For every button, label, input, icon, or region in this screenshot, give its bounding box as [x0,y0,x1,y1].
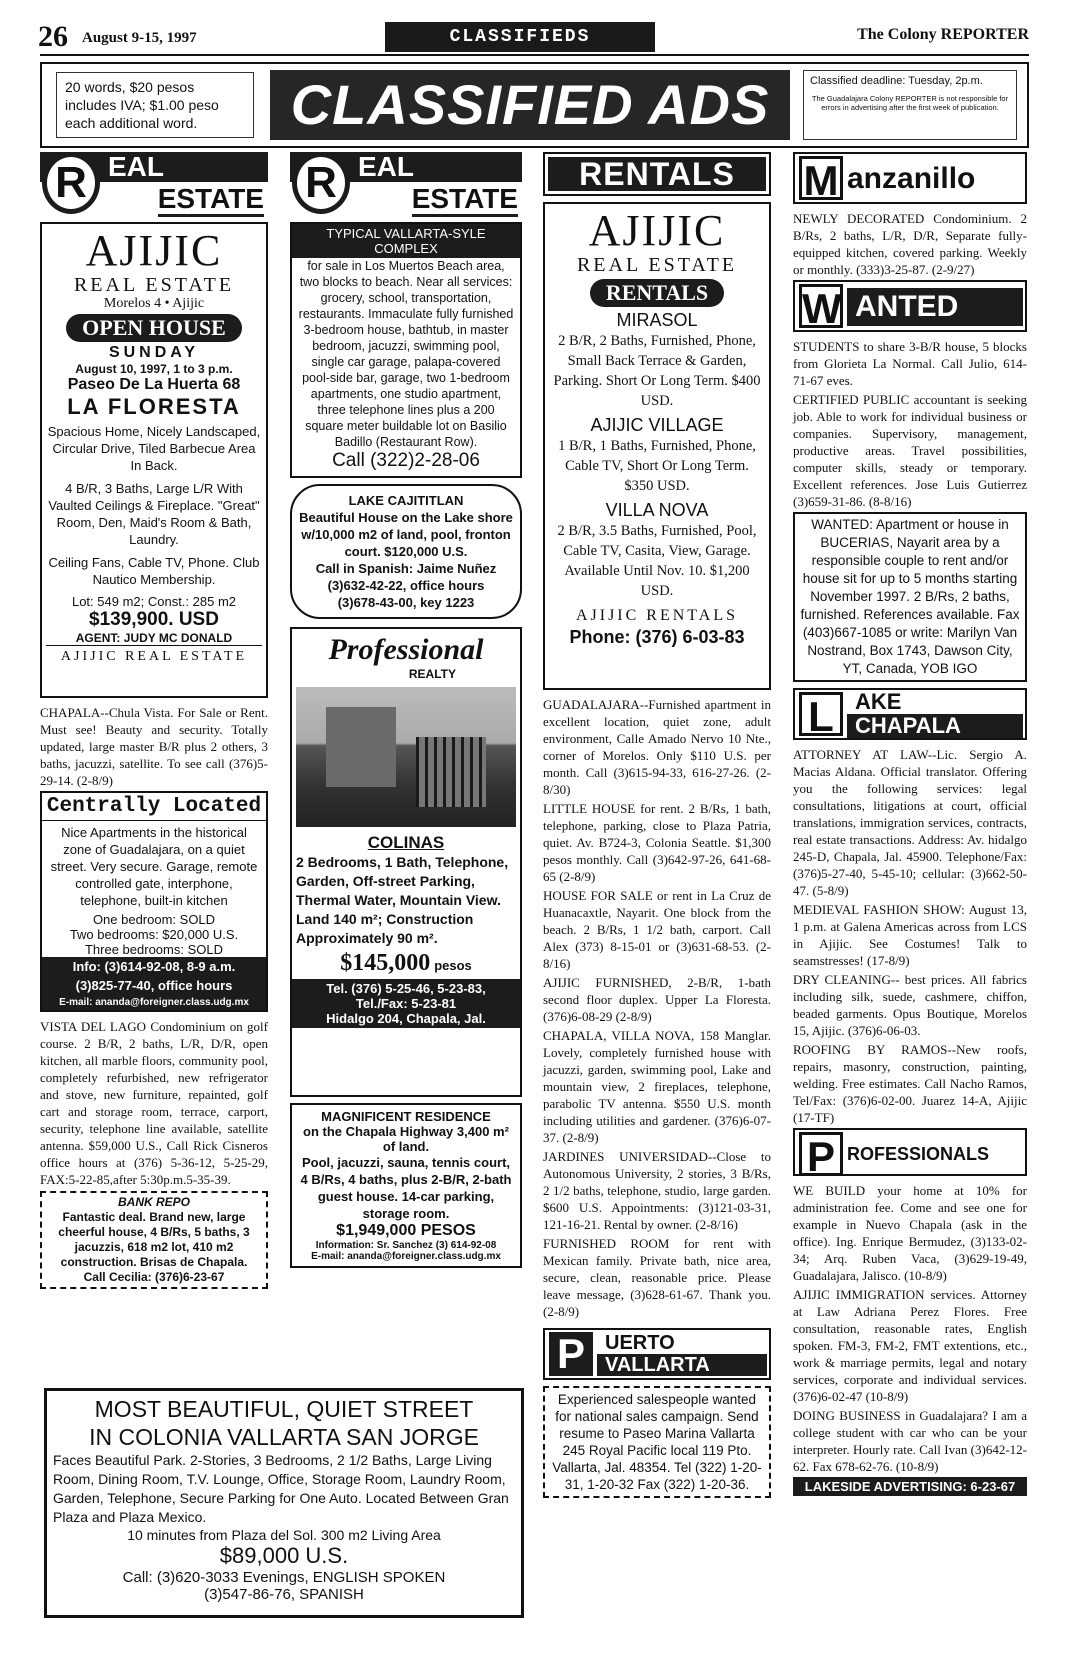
rentals-header [543,152,771,196]
central-body: Nice Apartments in the historical zone of Guadalajara, on a quiet street. Very secure. Garage, remote controlled gate, interphone, telephone, built-in kitchen [50,825,258,908]
ajijic-agent: AGENT: JUDY MC DONALD [75,631,233,645]
manzanillo-ad: NEWLY DECORATED Condominium. 2 B/Rs, 2 baths, L/R, D/R, Separate fully-equipped kitchen, covered parking. Weekly or monthly. (333)3-25-87. (2-9/27) [793,211,1027,277]
chapala-ad: CHAPALA--Chula Vista. For Sale or Rent. Must see! Beauty and security. Totally updated, large master B/R plus 2 others, 3 baths, jacuzzi, satellite. To see call (376)5-29-14. (2-8/9) [40,705,268,788]
rentals-loc2: AJIJIC VILLAGE [590,415,724,435]
rentals-desc1: 2 B/R, 2 Baths, Furnished, Phone, Small Back Terrace & Garden, Parking. Short Or Long Term. $400 USD. [553,333,761,409]
professional-price: $145,000 [340,950,431,976]
pro-word: ROFESSIONALS [847,1144,990,1164]
ajijic-real-estate-ad [40,222,268,698]
professional-contact [292,979,520,1028]
lake-title: LAKE CAJITITLAN [348,493,464,508]
central-line1: One bedroom: SOLD [92,912,216,927]
lake-call3: (3)678-43-00, key 1223 [337,595,475,610]
rental-ad-6: JARDINES UNIVERSIDAD--Close to Autonomous University, 2 stories, 3 B/Rs, 2 1/2 baths, telephone, studio, large garden. $600 U.S. Appointments: (3)121-03-31, 121-16-21. Rental by owner. (2-8/16) [543,1149,771,1232]
pro-letter: P [799,1132,843,1176]
magnificent-price: $1,949,000 PESOS [336,1222,476,1239]
bottom-line1: MOST BEAUTIFUL, QUIET STREET [94,1396,474,1422]
open-house-pill: OPEN HOUSE [66,314,242,342]
bottom-line2: IN COLONIA VALLARTA SAN JORGE [89,1424,479,1450]
deadline-box [803,70,1017,140]
wanted-ad-2: CERTIFIED PUBLIC accountant is seeking job. Able to work for individual business or companies. Supervisory, management, productive areas. Travel possibilities, computer skills, steady or temporary. Excellent references. Jose Luis Gutierrez (3)659-31-86. (8-8/16) [793,392,1027,509]
lake-chapala-header [793,688,1027,740]
section-title: CLASSIFIEDS [385,22,655,52]
ajijic-footer: AJIJIC REAL ESTATE [46,645,262,668]
bucerias-wanted-ad: WANTED: Apartment or house in BUCERIAS, Nayarit area by a responsible couple to rent and/or house sit for up to 5 months starting November 1997. 2 B/Rs, 2 baths, furnished. References available. Fax (403)667-1085 or write: Marilyn Van Nostrand, Box 1743, Dawson City, YT, Canada, YOB IGO [793,512,1027,682]
magnificent-title: MAGNIFICENT RESIDENCE [321,1109,491,1124]
ajijic-desc3: Ceiling Fans, Cable TV, Phone. Club Nautico Membership. [48,555,260,587]
bottom-call1: Call: (3)620-3033 Evenings, ENGLISH SPOKEN [122,1569,446,1586]
ajijic-logo: AJIJIC [85,226,223,275]
professional-tel: Tel. (376) 5-25-46, 5-23-83, [326,981,486,996]
rental-ad-3: HOUSE FOR SALE or rent in La Cruz de Huanacaxtle, Nayarit. One block from the beach. 2 B/Rs, 1 1/2 bath, carport. Call Alex (373) 8-15-01 or (3)631-68-53. (2-8/16) [543,888,771,971]
rentals-logo: AJIJIC [588,206,726,255]
wanted-word: ANTED [847,288,1023,326]
real-estate-header-2 [290,152,522,216]
magnificent-email: E-mail: ananda@foreigner.class.udg.mx [311,1251,501,1262]
house-photo [296,687,516,827]
lake-letter: L [799,692,843,736]
professional-logo: Professional [328,633,484,666]
magnificent-sub: on the Chapala Highway 3,400 m² of land. [303,1124,509,1154]
rental-ad-5: CHAPALA, VILLA NOVA, 158 Manglar. Lovely, completely furnished house with jacuzzi, garden, swimming pool, Lake and mountain view, 2 fireplaces, telephone, parabolic TV antenna. $550 U.S. month including utilities and gardener. (376)6-07-37. (2-8/9) [543,1028,771,1145]
lake-call2: (3)632-42-22, office hours [327,578,485,593]
column-4 [793,152,1027,1496]
lake-ad-4: ROOFING BY RAMOS--New roofs, repairs, masonry, construction, painting, welding. Free estimates. Call Nacho Ramos, Tel/Fax: (376)6-02-00. Juarez 14-A, Ajijic (17-TF) [793,1042,1027,1125]
paper-name: The Colony REPORTER [857,26,1029,43]
rentals-loc1: MIRASOL [616,310,698,330]
wanted-letter: W [799,284,843,328]
typical-vallarta-ad [290,222,522,478]
deadline-text: Classified deadline: Tuesday, 2p.m. [810,75,983,87]
professional-fax: Tel./Fax: 5-23-81 [355,996,457,1011]
magnificent-residence-ad [290,1103,522,1268]
rental-ad-2: LITTLE HOUSE for rent. 2 B/Rs, 1 bath, telephone, parking, close to Plaza Patria, quiet. Av. B724-3, Colonia Seattle. $1,300 pesos monthly. Call (3)642-97-26, 641-68-65 (2-8/9) [543,801,771,884]
professionals-header [793,1128,1027,1180]
lake-word2: CHAPALA [847,714,1023,738]
lake-ad-2: MEDIEVAL FASHION SHOW: August 13, 1 p.m. at Galena Americas across from LCS in Ajijic. See Costumes! Talk to seamstresses! (17-8/9) [793,902,1027,968]
central-email: E-mail: ananda@foreigner.class.udg.mx [42,995,266,1010]
page-number: 26 [38,20,68,53]
ajijic-desc2: 4 B/R, 3 Baths, Large L/R With Vaulted Ceilings & Fireplace. "Great" Room, Den, Maid's Room & Bath, Laundry. [48,481,260,547]
rate-box: 20 words, $20 pesos includes IVA; $1.00 peso each additional word. [56,72,254,138]
rentals-loc3: VILLA NOVA [605,500,709,520]
wanted-header [793,280,1027,332]
central-line2: Two bedrooms: $20,000 U.S. [69,927,239,942]
central-line3: Three bedrooms: SOLD [84,942,223,957]
professional-addr: Hidalgo 204, Chapala, Jal. [326,1011,486,1026]
rentals-logo-sub: REAL ESTATE [576,254,738,276]
ajijic-lot: Lot: 549 m2; Const.: 285 m2 [71,594,237,609]
rentals-header-text: RENTALS [548,157,766,191]
real-estate-header [40,152,268,216]
header-word2: ESTATE [158,184,264,217]
open-house-area: LA FLORESTA [67,394,241,419]
header-rule [40,54,1029,56]
bottom-body: Faces Beautiful Park. 2-Stories, 3 Bedrooms, 2 1/2 Baths, Large Living Room, Dining Room, T.V. Lounge, Office, Storage Room, Laundry Room, Garden, Telephone, Secure Parking for One Auto. Located Between Gran Plaza and Plaza Mexico. [53,1452,509,1525]
ajijic-logo-sub: REAL ESTATE [73,274,235,296]
open-house-day: SUNDAY [108,344,200,361]
typical-title: TYPICAL VALLARTA-SYLE COMPLEX [292,224,520,258]
pro-ad-3: DOING BUSINESS in Guadalajara? I am a college student with car who can be your interpreter. Hourly rate. Call Ivan (3)642-12-62. Fax 678-62-76. (10-8/9) [793,1408,1027,1474]
header-letter: R [292,152,350,214]
ajijic-desc1: Spacious Home, Nicely Landscaped, Circular Drive, Tiled Barbecue Area In Back. [47,424,261,473]
lake-call1: Call in Spanish: Jaime Nuñez [315,561,497,576]
manzanillo-header [793,152,1027,204]
pv-sales-ad: Experienced salespeople wanted for national sales campaign. Send resume to Paseo Marina Vallarta 245 Royal Pacific local 119 Pto. Vallarta, Jal. 48354. Tel (322) 1-20-31, 1-20-32 Fax (322) 1-20-36. [543,1386,771,1498]
bottom-price: $89,000 U.S. [219,1543,349,1568]
rentals-desc2: 1 B/R, 1 Baths, Furnished, Phone, Cable TV, Short Or Long Term. $350 USD. [558,438,756,494]
professional-price-row [296,950,516,977]
pv-word1: UERTO [605,1332,675,1354]
issue-date: August 9-15, 1997 [82,30,197,46]
rentals-footer: AJIJIC RENTALS [575,607,739,624]
banner-title: CLASSIFIED ADS [270,70,790,140]
centrally-located-ad [40,791,268,1012]
vallarta-san-jorge-ad [44,1388,524,1618]
manzanillo-letter: M [799,156,843,200]
lake-ad-1: ATTORNEY AT LAW--Lic. Sergio A. Macias Aldana. Official translator. Offering you the following services: legal consultations, litigations at court, official translations, immigration services, contracts, real estate transactions. Address: Av. hidalgo 245-D, Chapala, Jal. 45900. Telephone/Fax: (376)5-27-40, 5-45-10; cellular: (3)662-50-47. (5-8/9) [793,747,1027,898]
header-word1: EAL [108,151,164,182]
typical-body: for sale in Los Muertos Beach area, two blocks to beach. Near all services: grocery, school, transportation, restaurants. Immaculate fully furnished 3-bedroom house, bathtub, in master bedroom, jacuzzi, swimming pool, single car garage, palapa-covered pool-side bar, garage, two 1-bedroom apartments, one studio apartment, three telephone lines plus a 200 square meter buildable lot on Basilio Badillo (Restaurant Row). [298,259,514,449]
bank-title: BANK REPO [117,1195,190,1209]
pv-letter: P [549,1332,593,1376]
rentals-desc3: 2 B/R, 3.5 Baths, Furnished, Pool, Cable TV, Casita, View, Garage. Available Until Nov. 10. $1,200 USD. [557,523,757,599]
header-word1: EAL [358,151,414,182]
bank-call: Call Cecilia: (376)6-23-67 [83,1270,225,1284]
rental-ad-4: AJIJIC FURNISHED, 2-B/R, 1-bath second floor duplex. Upper La Floresta. (376)6-08-29 (2-8/9) [543,975,771,1024]
professional-logo-sub: REALTY [408,667,456,681]
ajijic-price: $139,900. USD [89,609,219,630]
rental-ad-7: FURNISHED ROOM for rent with Mexican family. Private bath, nice area, secure, clean, reasonable price. Please leave message, (3)628-61-67. Thank you. (2-8/9) [543,1236,771,1319]
lakeside-advertising-bar: LAKESIDE ADVERTISING: 6-23-67 [793,1477,1027,1496]
header-word2: ESTATE [412,184,518,217]
ajijic-address: Morelos 4 • Ajijic [103,296,205,311]
manzanillo-word: anzanillo [847,162,976,195]
pro-ad-1: WE BUILD your home at 10% for administration fee. Come and see one for example in Nuevo Chapala (ask in the office). Ing. Enrique Bermudez, (3)133-02-34; Arq. Ruben Vaca, (3)629-19-49, Guadalajara, Jalisco. (10-8/9) [793,1183,1027,1283]
puerto-vallarta-header [543,1328,771,1380]
header-letter: R [42,152,100,214]
professional-price-unit: pesos [434,958,472,973]
bank-body: Fantastic deal. Brand new, large cheerful house, 4 B/Rs, 5 baths, 3 jacuzzis, 618 m2 lot, 410 m2 construction. Brisas de Chapala. [58,1210,250,1269]
ajijic-rentals-ad [543,202,771,690]
open-house-when: August 10, 1997, 1 to 3 p.m. [75,362,233,376]
magnificent-body: Pool, jacuzzi, sauna, tennis court, 4 B/Rs, 4 baths, plus 2-B/R, 2-bath guest house. 14-car parking, storage room. [300,1155,512,1221]
column-3 [543,152,771,1498]
pv-word2: VALLARTA [597,1354,767,1376]
open-house-street: Paseo De La Huerta 68 [67,376,241,393]
lake-body: Beautiful House on the Lake shore w/10,000 m2 of land, pool, fronton court. $120,000 U.S. [299,510,513,559]
column-2 [290,152,522,1274]
classified-banner [40,62,1029,148]
lake-cajititlan-ad [290,484,522,619]
rentals-pill: RENTALS [590,279,724,307]
rentals-phone: Phone: (376) 6-03-83 [569,627,745,647]
professional-body: 2 Bedrooms, 1 Bath, Telephone, Garden, Off-street Parking, Thermal Water, Mountain View. Land 140 m²; Construction Approximately 90 m². [296,854,509,946]
vista-del-lago-ad: VISTA DEL LAGO Condominium on golf course. 2 B/R, 2 baths, L/R, D/R, open kitchen, all marble floors, community pool, completely refurbished, new refrigerator and stove, new furniture, repainted, golf cart and storage room, terrace, carport, security, telephone line available, satellite antenna. $59,000 U.S., Call Rick Cisneros office hours at (376) 5-36-12, 5-25-29, FAX:5-22-85,after 5:30p.m.5-35-39. [40,1019,268,1187]
professional-area: COLINAS [367,833,445,852]
typical-call: Call (322)2-28-06 [332,450,480,471]
bank-repo-ad [40,1191,268,1289]
central-info1: Info: (3)614-92-08, 8-9 a.m. [42,957,266,976]
bottom-call2: (3)547-86-76, SPANISH [204,1586,364,1603]
disclaimer-text: The Guadalajara Colony REPORTER is not responsible for errors in advertising after the first week of publication. [811,94,1009,112]
pro-ad-2: AJIJIC IMMIGRATION services. Attorney at Law Adriana Perez Flores. Free consultation, reasonable rates, English spoken. FM-3, FM-2, FMT extentions, etc., work & marriage permits, legal and notary services, corporate and individual services. (376)6-02-47 (10-8/9) [793,1287,1027,1404]
lake-ad-3: DRY CLEANING-- best prices. All fabrics including silk, suede, cashmere, chiffon, beaded garments. Opus Boutique, Morelos 15, Ajijic. (376)6-06-03. [793,972,1027,1038]
rental-ad-1: GUADALAJARA--Furnished apartment in excellent location, quiet zone, adult environment, Calle Amado Nervo 10 Nte., corner of Morelos. Only $110 U.S. per month. Call (3)615-94-33, 616-27-26. (2-8/30) [543,697,771,797]
central-title: Centrally Located [42,795,266,821]
column-1 [40,152,268,1289]
magnificent-info: Information: Sr. Sanchez (3) 614-92-08 [315,1240,497,1251]
lake-word1: AKE [855,689,902,714]
wanted-ad-1: STUDENTS to share 3-B/R house, 5 blocks from Glorieta La Normal. Call Julio, 614-71-67 eves. [793,339,1027,388]
bottom-distance: 10 minutes from Plaza del Sol. 300 m2 Living Area [127,1527,441,1543]
central-info2: (3)825-77-40, office hours [42,976,266,995]
professional-realty-ad [290,627,522,1097]
